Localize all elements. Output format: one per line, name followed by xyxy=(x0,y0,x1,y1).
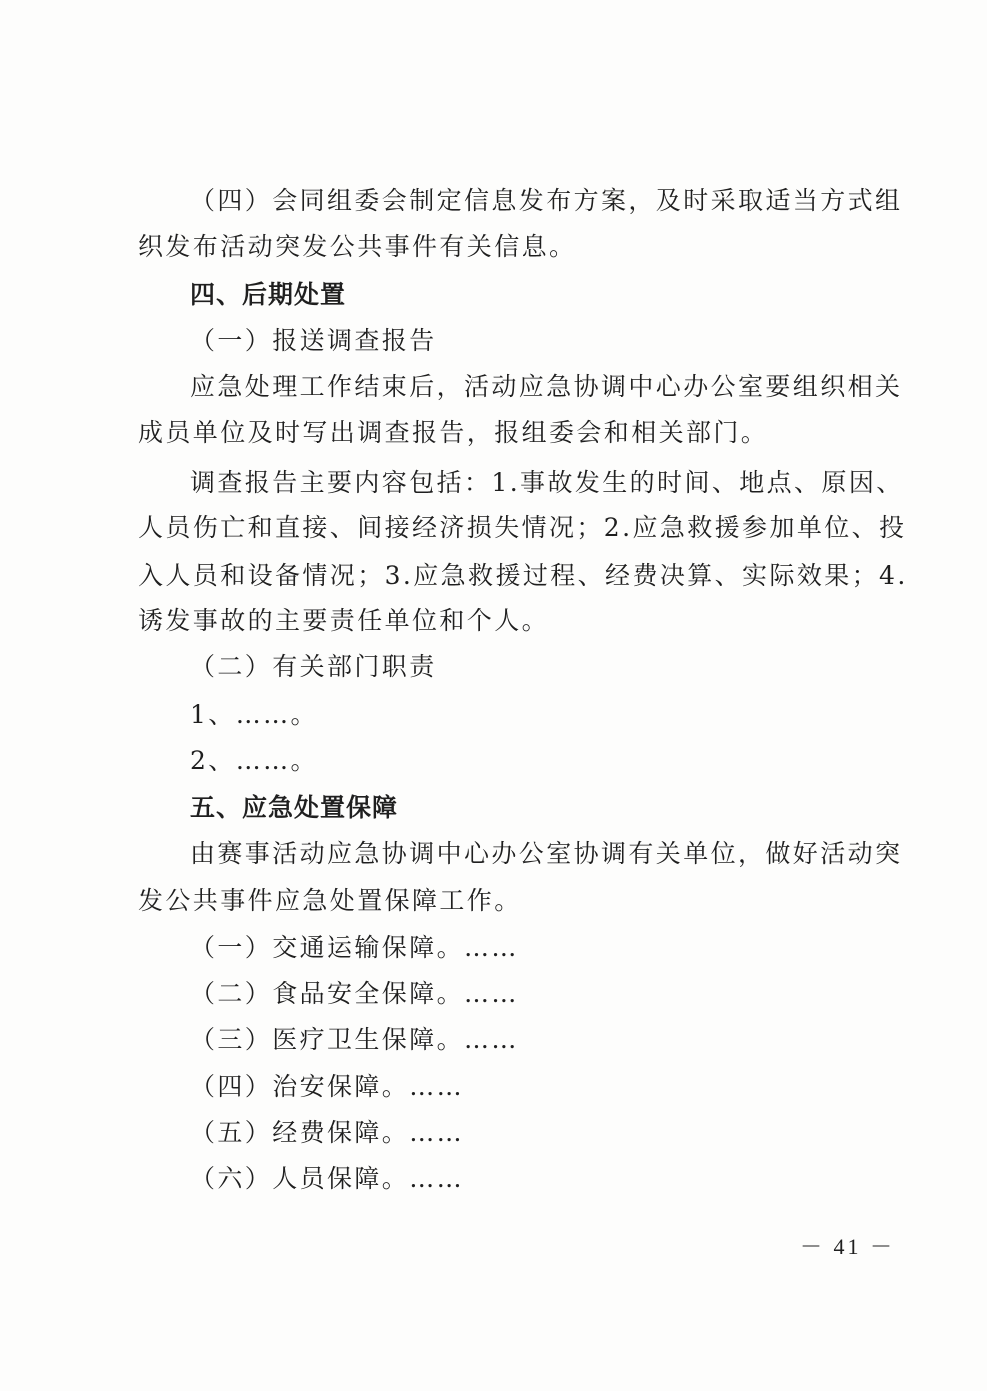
list-item: 2、……。 xyxy=(190,746,318,775)
subsection-heading: （二）有关部门职责 xyxy=(190,652,437,681)
page-number: － 41 － xyxy=(800,1234,896,1259)
list-item: （四）治安保障。…… xyxy=(190,1072,465,1101)
list-item: 1、……。 xyxy=(190,700,318,729)
subsection-heading: （一）报送调查报告 xyxy=(190,326,437,355)
paragraph-line: 成员单位及时写出调查报告，报组委会和相关部门。 xyxy=(138,418,769,447)
list-item: （二）食品安全保障。…… xyxy=(190,979,519,1008)
section-heading: 五、应急处置保障 xyxy=(190,793,399,822)
list-item: （三）医疗卫生保障。…… xyxy=(190,1025,519,1054)
paragraph-line: 应急处理工作结束后，活动应急协调中心办公室要组织相关 xyxy=(190,372,903,401)
list-item: （六）人员保障。…… xyxy=(190,1164,465,1193)
list-item: （五）经费保障。…… xyxy=(190,1118,465,1147)
paragraph-line: 调查报告主要内容包括：1.事故发生的时间、地点、原因、 xyxy=(190,468,904,497)
paragraph-line: （四）会同组委会制定信息发布方案，及时采取适当方式组 xyxy=(190,186,903,215)
paragraph-line: 由赛事活动应急协调中心办公室协调有关单位，做好活动突 xyxy=(190,839,903,868)
paragraph-line: 入人员和设备情况；3.应急救援过程、经费决算、实际效果；4. xyxy=(138,561,908,590)
section-heading: 四、后期处置 xyxy=(190,280,347,309)
paragraph-line: 人员伤亡和直接、间接经济损失情况；2.应急救援参加单位、投 xyxy=(138,513,907,542)
paragraph-line: 织发布活动突发公共事件有关信息。 xyxy=(138,232,577,261)
paragraph-line: 诱发事故的主要责任单位和个人。 xyxy=(138,606,550,635)
paragraph-line: 发公共事件应急处置保障工作。 xyxy=(138,886,522,915)
list-item: （一）交通运输保障。…… xyxy=(190,933,519,962)
